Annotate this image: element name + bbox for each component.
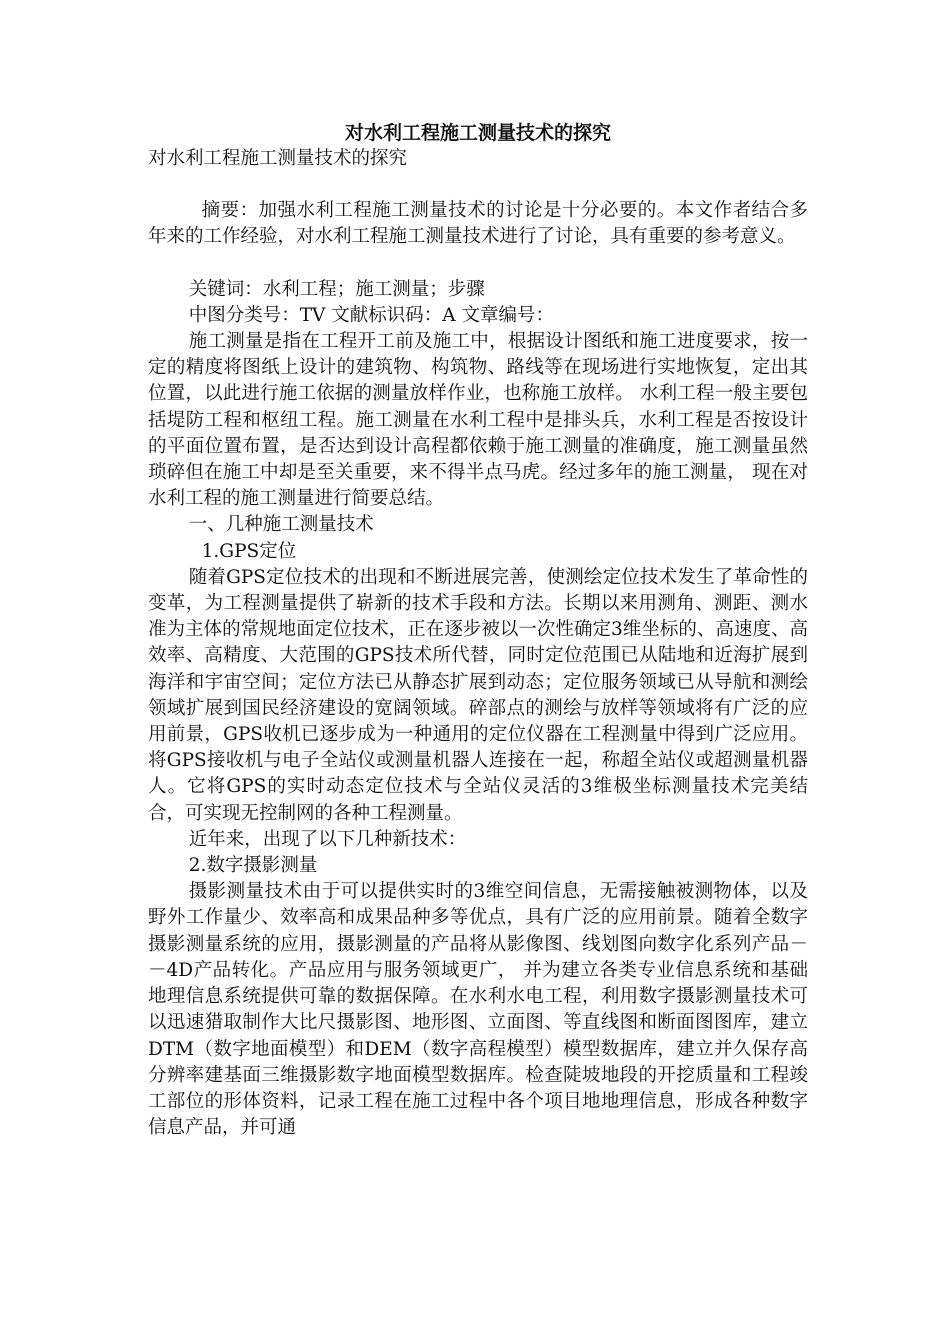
spacer (148, 251, 808, 277)
abstract-paragraph: 摘要：加强水利工程施工测量技术的讨论是十分必要的。本文作者结合多年来的工作经验，对水利工程施工测量技术进行了讨论，具有重要的参考意义。 (148, 200, 808, 248)
intro-paragraph: 施工测量是指在工程开工前及施工中，根据设计图纸和施工进度要求，按一定的精度将图纸上设计的建筑物、构筑物、路线等在现场进行实地恢复，定出其位置，以此进行施工依据的测量放样作业，也称施工放样。 水利工程一般主要包括堤防工程和枢纽工程。施工测量在水利工程中是排头兵，水利工程是否按设计的平面位置布置，是否达到设计高程都依赖于施工测量的准确度，施工测量虽然琐碎但在施工中却是至关重要，来不得半点马虎。经过多年的施工测量， 现在对水利工程的施工测量进行简要总结。 (148, 331, 808, 510)
classification-line: 中图分类号：TV 文献标识码：A 文章编号： (188, 304, 555, 326)
gps-paragraph: 随着GPS定位技术的出现和不断进展完善，使测绘定位技术发生了革命性的变革，为工程测量提供了崭新的技术手段和方法。长期以来用测角、测距、测水准为主体的常规地面定位技术，正在逐步被以一次性确定3维坐标的、高速度、高效率、高精度、大范围的GPS技术所代替，同时定位范围已从陆地和近海扩展到海洋和宇宙空间；定位方法已从静态扩展到动态；定位服务领域已从导航和测绘领域扩展到国民经济建设的宽阔领域。碎部点的测绘与放样等领域将有广泛的应用前景，GPS收机已逐步成为一种通用的定位仪器在工程测量中得到广泛应用。将GPS接收机与电子全站仪或测量机器人连接在一起，称超全站仪或超测量机器人。它将GPS的实时动态定位技术与全站仪灵活的3维极坐标测量技术完美结合，可实现无控制网的各种工程测量。 (148, 566, 808, 824)
subsection-heading-photogrammetry: 2.数字摄影测量 (188, 855, 318, 877)
photogrammetry-paragraph: 摄影测量技术由于可以提供实时的3维空间信息，无需接触被测物体，以及野外工作量少、效率高和成果品种多等优点，具有广泛的应用前景。随着全数字摄影测量系统的应用，摄影测量的产品将从影像图、线划图向数字化系列产品－－4D产品转化。产品应用与服务领域更广， 并为建立各类专业信息系统和基础地理信息系统提供可靠的数据保障。在水利水电工程，利用数字摄影测量技术可以迅速猎取制作大比尺摄影图、地形图、立面图、等直线图和断面图图库，建立DTM（数字地面模型）和DEM（数字高程模型）模型数据库，建立并久保存高分辨率建基面三维摄影数字地面模型数据库。检查陡坡地段的开挖质量和工程竣工部位的形体资料，记录工程在施工过程中各个项目地地理信息，形成各种数字信息产品，并可通 (148, 881, 808, 1139)
subsection-heading-gps: 1.GPS定位 (201, 540, 297, 562)
spacer (148, 172, 808, 198)
section-heading: 一、几种施工测量技术 (188, 514, 374, 536)
new-tech-intro: 近年来，出现了以下几种新技术： (188, 828, 467, 850)
document-body (148, 120, 808, 1141)
document-title: 对水利工程施工测量技术的探究 (344, 122, 611, 144)
keywords-line: 关键词：水利工程；施工测量；步骤 (188, 278, 485, 300)
document-subtitle: 对水利工程施工测量技术的探究 (148, 148, 408, 169)
